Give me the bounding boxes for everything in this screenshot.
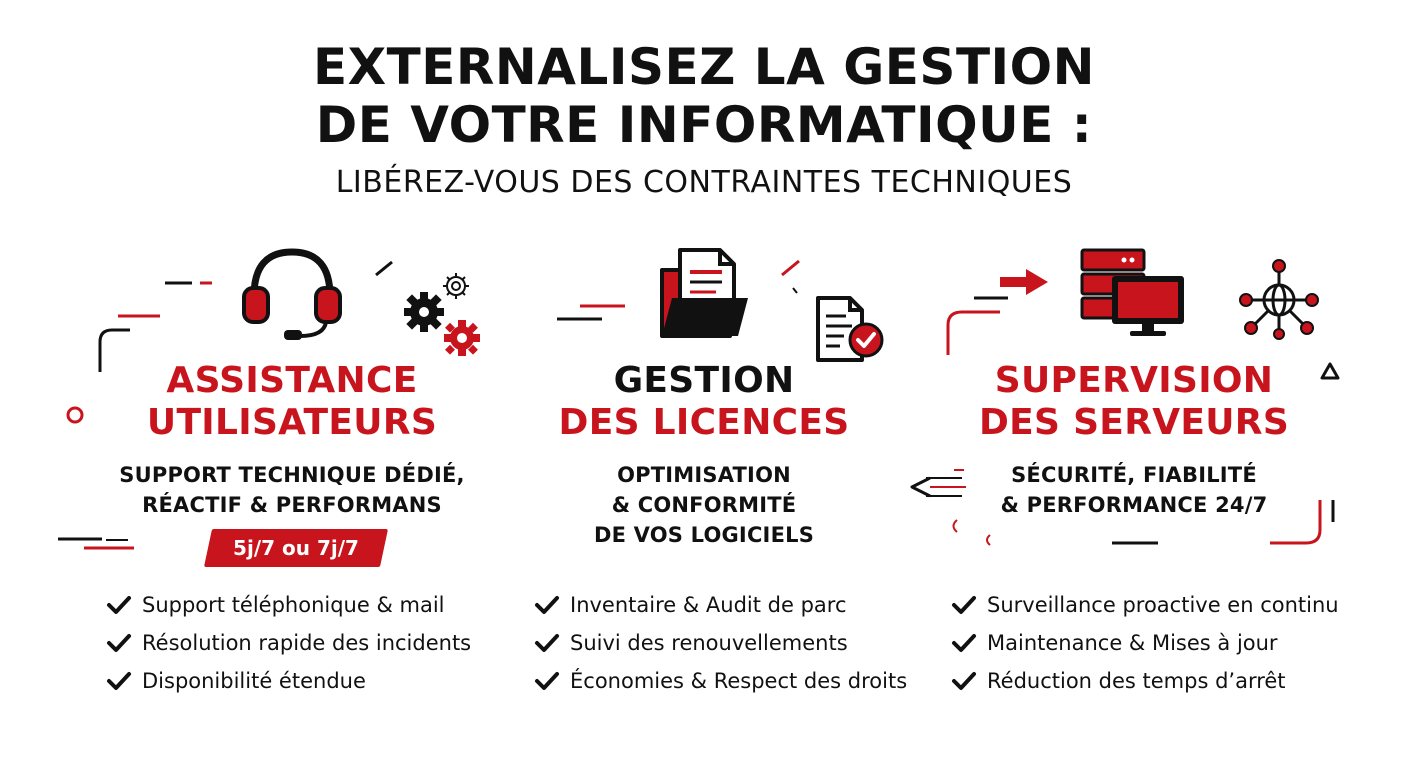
list-item-label: Surveillance proactive en continu	[987, 593, 1339, 617]
list-item	[951, 624, 1339, 662]
column-title-line-2: DES LICENCES	[558, 402, 850, 443]
service-column-licences	[494, 360, 914, 550]
checkmark-icon	[951, 595, 977, 615]
arrow-right-icon	[998, 266, 1050, 298]
column-title-line-1: GESTION	[613, 360, 795, 401]
column-title-line-1: ASSISTANCE	[166, 360, 418, 401]
list-item	[534, 662, 907, 700]
column-subtitle-line-2: & CONFORMITÉ	[611, 493, 797, 517]
list-item	[106, 662, 471, 700]
checkmark-icon	[106, 595, 132, 615]
column-subtitle-line-3: DE VOS LOGICIELS	[593, 523, 815, 547]
page-title-line-1: EXTERNALISEZ LA GESTION	[312, 38, 1096, 96]
gears-icon	[400, 268, 486, 360]
service-column-assistance	[82, 360, 502, 520]
checkmark-icon	[534, 633, 560, 653]
certified-document-icon	[814, 294, 886, 366]
folder-document-icon	[656, 246, 752, 342]
column-subtitle-line-1: OPTIMISATION	[617, 463, 791, 487]
list-item-label: Maintenance & Mises à jour	[987, 631, 1278, 655]
list-item	[106, 624, 471, 662]
column-subtitle-line-2: & PERFORMANCE 24/7	[1000, 493, 1268, 517]
list-item	[534, 586, 907, 624]
checkmark-icon	[534, 595, 560, 615]
column-subtitle-line-1: SUPPORT TECHNIQUE DÉDIÉ,	[119, 463, 465, 487]
column-title-line-2: UTILISATEURS	[146, 402, 438, 443]
network-globe-icon	[1238, 256, 1320, 340]
checkmark-icon	[534, 671, 560, 691]
column-subtitle	[924, 460, 1344, 520]
column-subtitle	[82, 460, 502, 520]
feature-list-supervision	[951, 586, 1339, 700]
column-title-line-1: SUPERVISION	[994, 360, 1274, 401]
list-item-label: Inventaire & Audit de parc	[570, 593, 847, 617]
list-item	[534, 624, 907, 662]
list-item	[106, 586, 471, 624]
page-title-line-2: DE VOTRE INFORMATIQUE :	[315, 96, 1093, 154]
server-monitor-icon	[1078, 246, 1188, 338]
availability-badge: 5j/7 ou 7j/7	[233, 536, 359, 560]
column-subtitle-line-2: RÉACTIF & PERFORMANS	[142, 493, 442, 517]
column-subtitle	[494, 460, 914, 550]
column-subtitle-line-1: SÉCURITÉ, FIABILITÉ	[1011, 463, 1257, 487]
list-item-label: Économies & Respect des droits	[570, 669, 908, 693]
checkmark-icon	[106, 633, 132, 653]
feature-list-licences	[534, 586, 907, 700]
page-subtitle: LIBÉREZ-VOUS DES CONTRAINTES TECHNIQUES	[335, 165, 1073, 200]
checkmark-icon	[951, 633, 977, 653]
list-item-label: Suivi des renouvellements	[570, 631, 848, 655]
list-item	[951, 586, 1339, 624]
list-item-label: Résolution rapide des incidents	[142, 631, 472, 655]
checkmark-icon	[106, 671, 132, 691]
service-column-supervision	[924, 360, 1344, 520]
list-item-label: Support téléphonique & mail	[142, 593, 445, 617]
column-title-line-2: DES SERVEURS	[978, 402, 1290, 443]
list-item	[951, 662, 1339, 700]
list-item-label: Disponibilité étendue	[142, 669, 366, 693]
checkmark-icon	[951, 671, 977, 691]
headset-icon	[240, 244, 344, 344]
list-item-label: Réduction des temps d’arrêt	[987, 669, 1286, 693]
feature-list-assistance	[106, 586, 471, 700]
